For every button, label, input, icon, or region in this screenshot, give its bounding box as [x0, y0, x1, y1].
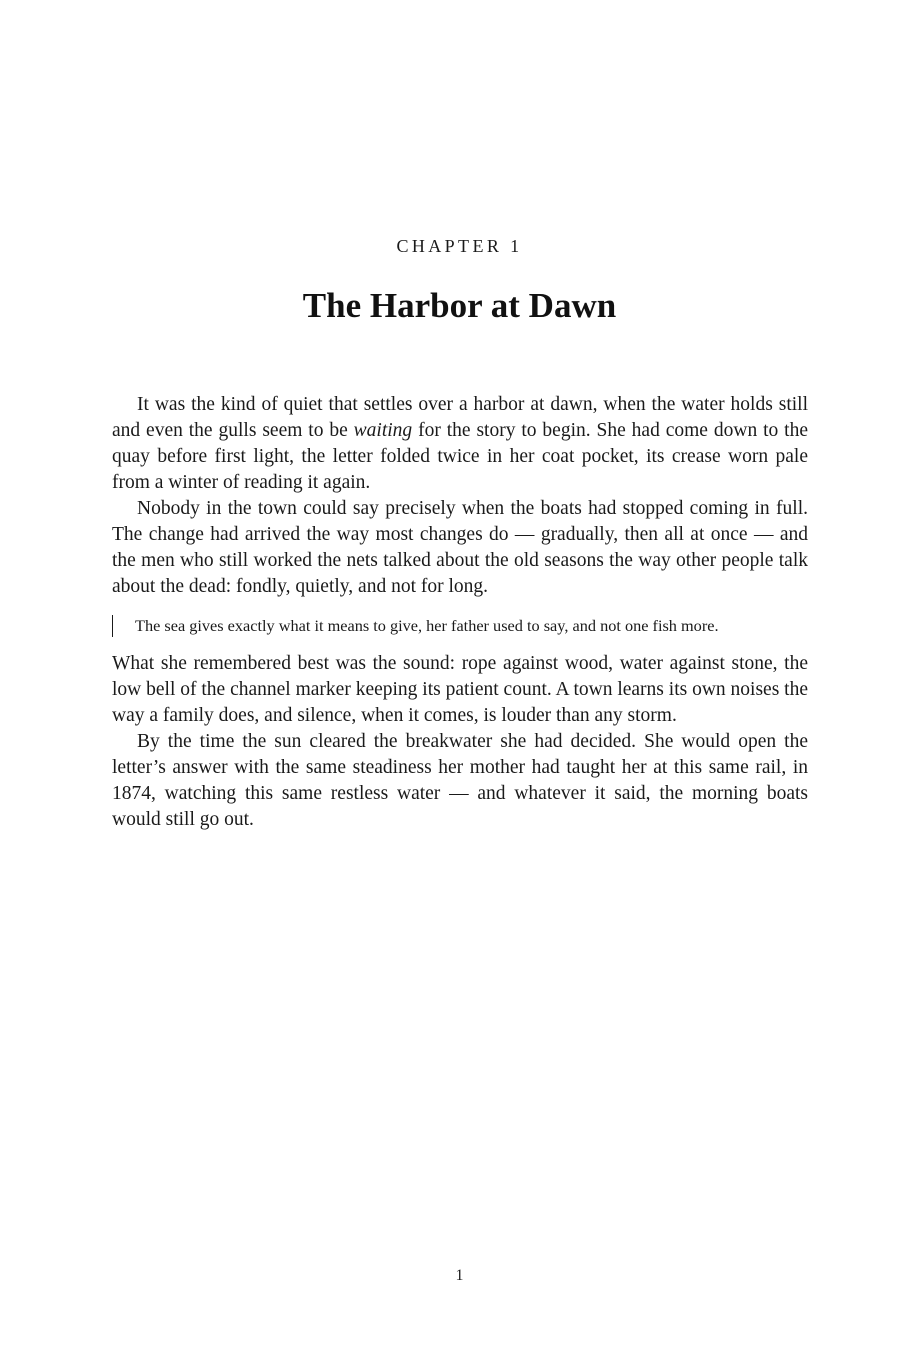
- pull-quote: The sea gives exactly what it means to give, her father used to say, and not one fish more.: [112, 615, 808, 637]
- paragraph-1: [112, 392, 808, 496]
- paragraph-1-emphasis: waiting: [353, 420, 413, 441]
- paragraph-3: What she remembered best was the sound: rope against wood, water against stone, the low bell of the channel marker keeping its patient count. A town learns its own noises the way a family does, and silence, when it comes, is louder than any storm.: [112, 653, 808, 726]
- paragraph-1-text-start: It was the kind of quiet that settles over a harbor at dawn, when the water holds still and even the gulls seem to be: [112, 394, 808, 441]
- page-number: 1: [455, 1267, 464, 1284]
- chapter-body: [112, 392, 808, 833]
- chapter-title: The Harbor at Dawn: [302, 286, 617, 325]
- paragraph-2: Nobody in the town could say precisely when the boats had stopped coming in full. The change had arrived the way most changes do — gradually, then all at once — and the men who still worked the nets talked about the old seasons the way other people talk about the dead: fondly, quietly, and not for long.: [112, 498, 808, 597]
- paragraph-4: By the time the sun cleared the breakwater she had decided. She would open the letter’s answer with the same steadiness her mother had taught her at this same rail, in 1874, watching this same restless water — and whatever it said, the morning boats would still go out.: [112, 731, 808, 830]
- paragraph-1-text-end: for the story to begin. She had come down to the quay before first light, the letter folded twice in her coat pocket, its crease worn pale from a winter of reading it again.: [112, 420, 808, 493]
- chapter-label: CHAPTER 1: [396, 236, 523, 256]
